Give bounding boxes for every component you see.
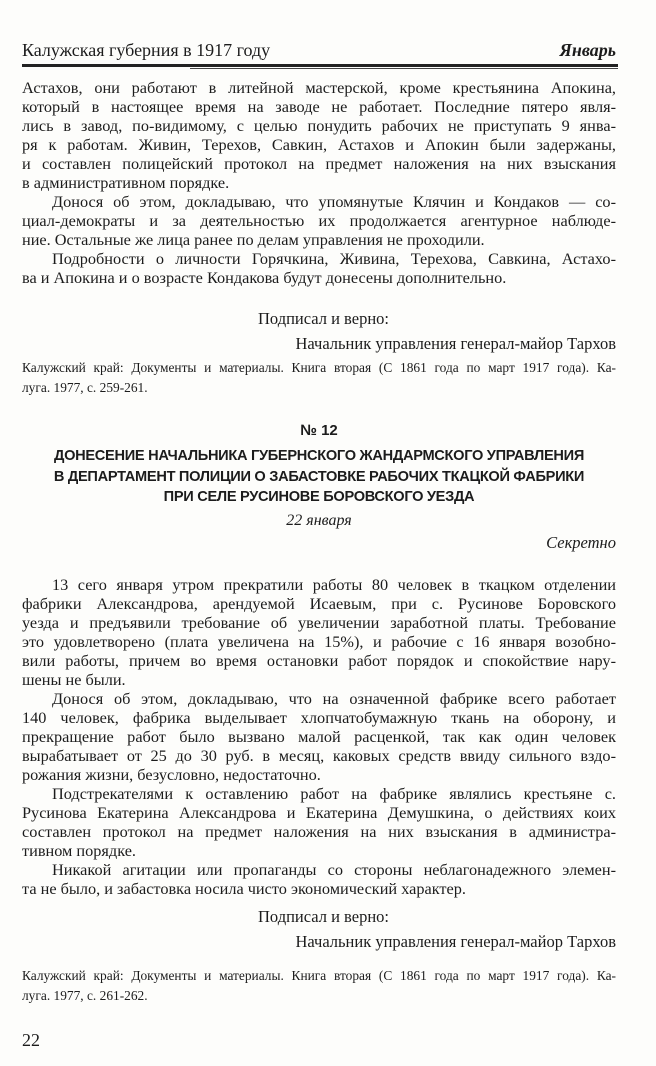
text-line: ва и Апокина и о возрасте Кондакова будут донесены дополнительно.	[22, 268, 507, 287]
source-line: луга. 1977, с. 261-262.	[22, 988, 148, 1003]
text-line: вырабатывает от 25 до 30 руб. в месяц, каковых средств ввиду сильного вздо-	[22, 746, 616, 765]
text-line: Подробности о личности Горячкина, Живина, Терехова, Савкина, Астахо-	[52, 249, 616, 268]
text-line: в административном порядке.	[22, 173, 230, 192]
title-line: В ДЕПАРТАМЕНТ ПОЛИЦИИ О ЗАБАСТОВКЕ РАБОЧИХ ТКАЦКОЙ ФАБРИКИ	[53, 468, 585, 485]
doc12-signature	[22, 904, 616, 954]
text-line: составлен протокол на предмет наложения на них взыскания в администра-	[22, 822, 616, 841]
doc11-body	[22, 78, 616, 287]
text-line: Подстрекателями к оставлению работ на фабрике являлись крестьяне с.	[52, 784, 616, 803]
title-line: ДОНЕСЕНИЕ НАЧАЛЬНИКА ГУБЕРНСКОГО ЖАНДАРМСКОГО УПРАВЛЕНИЯ	[53, 448, 585, 464]
title-line: ПРИ СЕЛЕ РУСИНОВЕ БОРОВСКОГО УЕЗДА	[163, 489, 475, 505]
text-line: 140 человек, фабрика выделывает хлопчатобумажную ткань на оборону, и	[22, 708, 616, 727]
paragraph	[22, 192, 616, 249]
book-title: Калужская губерния в 1917 году	[22, 40, 271, 60]
text-line: фабрики Александрова, арендуемой Исаевым, при с. Русинове Боровского	[22, 594, 616, 613]
signatory: Начальник управления генерал-майор Тархов	[295, 932, 616, 951]
text-line: Никакой агитации или пропаганды со стороны неблагонадежного элемен-	[52, 860, 616, 879]
text-line: 13 сего января утром прекратили работы 80 человек в ткацком отделении	[52, 575, 616, 594]
doc11-signature	[22, 306, 616, 356]
text-line: шены не были.	[22, 670, 126, 689]
document-date: 22 января	[286, 512, 352, 529]
text-line: Донося об этом, докладываю, что на означенной фабрике всего работает	[52, 689, 616, 708]
signature-line: Подписал и верно:	[258, 309, 389, 328]
signature-line: Подписал и верно:	[258, 907, 389, 926]
signatory: Начальник управления генерал-майор Тархов	[295, 334, 616, 353]
section-title: Январь	[559, 40, 616, 60]
paragraph	[22, 860, 616, 898]
text-line: и составлен полицейский протокол на предмет наложения на них взыскания	[22, 154, 616, 173]
document-title	[22, 446, 616, 508]
text-line: та не было, и забастовка носила чисто экономический характер.	[22, 879, 466, 898]
paragraph	[22, 689, 616, 784]
document-number: № 12	[300, 422, 338, 439]
source-line: луга. 1977, с. 259-261.	[22, 380, 148, 395]
text-line: Донося об этом, докладываю, что упомянутые Клячин и Кондаков — со-	[52, 192, 616, 211]
paragraph	[22, 575, 616, 689]
doc12-source	[22, 966, 616, 1006]
paragraph	[22, 784, 616, 860]
header-rule-thin	[190, 68, 618, 69]
text-line: который в настоящее время на заводе не работает. Последние пятеро явля-	[22, 97, 616, 116]
text-line: ние. Остальные же лица ранее по делам управления не проходили.	[22, 230, 485, 249]
paragraph	[22, 78, 616, 192]
text-line: прекращение работ было вызвано малой расценкой, так как один человек	[22, 727, 616, 746]
header-rule-thick	[22, 64, 618, 67]
text-line: лись в завод, по-видимому, с целью понудить рабочих не приступать 9 янва-	[22, 116, 616, 135]
source-line: Калужский край: Документы и материалы. Книга вторая (С 1861 года по март 1917 года). Ка-	[22, 360, 616, 375]
running-header	[22, 40, 616, 60]
text-line: Русинова Екатерина Александрова и Екатерина Демушкина, о действиях коих	[22, 803, 616, 822]
text-line: тивном порядке.	[22, 841, 137, 860]
paragraph	[22, 249, 616, 287]
text-line: ря к работам. Живин, Терехов, Савкин, Астахов и Апокин были задержаны,	[22, 135, 616, 154]
doc11-source	[22, 358, 616, 398]
text-line: уезда и предъявили требование об увеличении заработной платы. Требование	[22, 613, 616, 632]
classification-mark: Секретно	[546, 533, 616, 552]
text-line: вили работы, причем во время остановки работ порядок и спокойствие нару-	[22, 651, 616, 670]
text-line: Астахов, они работают в литейной мастерской, кроме крестьянина Апокина,	[22, 78, 616, 97]
page-number: 22	[22, 1030, 40, 1050]
text-line: циал-демократы и за деятельностью их продолжается агентурное наблюде-	[22, 211, 616, 230]
doc12-body	[22, 575, 616, 898]
text-line: это удовлетворено (плата увеличена на 15%), и рабочие с 16 января возобно-	[22, 632, 616, 651]
source-line: Калужский край: Документы и материалы. Книга вторая (С 1861 года по март 1917 года). Ка-	[22, 968, 616, 983]
text-line: рожания жизни, безусловно, недостаточно.	[22, 765, 321, 784]
